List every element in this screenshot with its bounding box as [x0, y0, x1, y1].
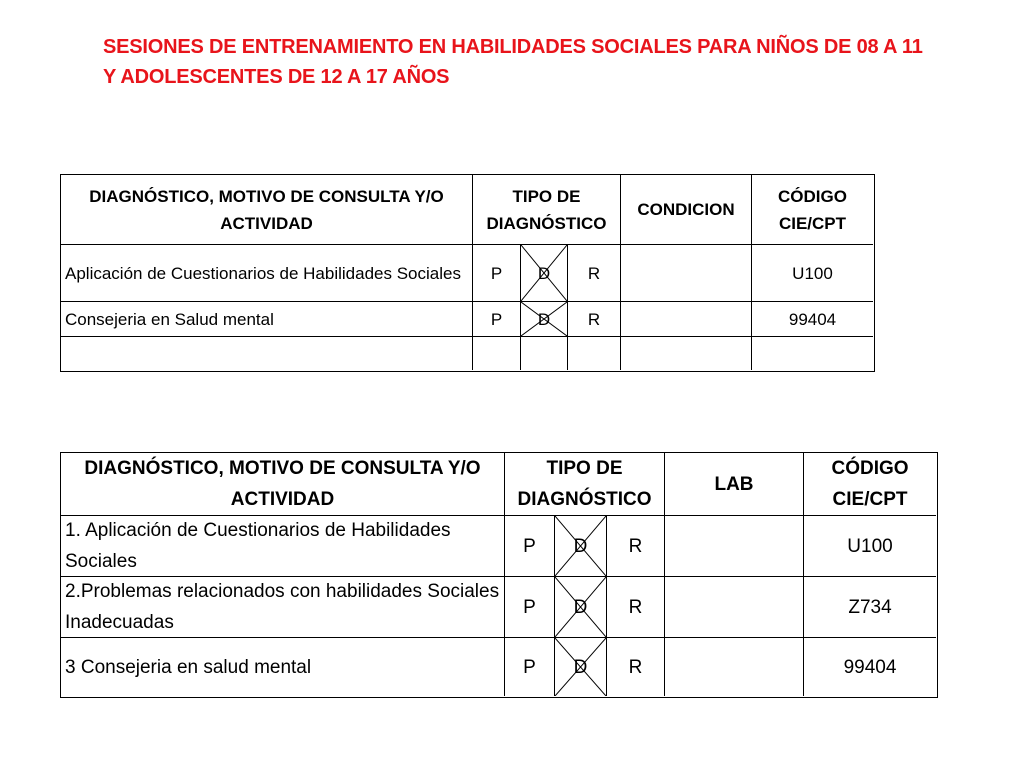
table-row-activity — [61, 337, 473, 370]
type-r: R — [568, 302, 621, 337]
type-r: R — [607, 516, 665, 577]
type-d — [521, 337, 568, 370]
table-1 — [60, 174, 875, 372]
header-diagnosis-type: TIPO DE DIAGNÓSTICO — [473, 175, 621, 245]
table-row-activity: 2.Problemas relacionados con habilidades Sociales Inadecuadas — [61, 577, 505, 638]
header-code: CÓDIGO CIE/CPT — [752, 175, 873, 245]
header-activity: DIAGNÓSTICO, MOTIVO DE CONSULTA Y/O ACTIVIDAD — [61, 453, 505, 516]
type-p: P — [505, 638, 555, 696]
type-p: P — [505, 516, 555, 577]
type-r: R — [607, 577, 665, 638]
header-lab: LAB — [665, 453, 804, 516]
header-diagnosis-type: TIPO DE DIAGNÓSTICO — [505, 453, 665, 516]
code-value — [752, 337, 873, 370]
table-row-activity: 1. Aplicación de Cuestionarios de Habilidades Sociales — [61, 516, 505, 577]
page-title: SESIONES DE ENTRENAMIENTO EN HABILIDADES SOCIALES PARA NIÑOS DE 08 A 11 Y ADOLESCENTES DE 12 A 17 AÑOS — [103, 36, 923, 88]
type-p: P — [473, 302, 521, 337]
header-code: CÓDIGO CIE/CPT — [804, 453, 936, 516]
type-d: D — [537, 263, 551, 283]
table-row-activity: 3 Consejeria en salud mental — [61, 638, 505, 696]
type-d: D — [573, 535, 588, 557]
type-r: R — [607, 638, 665, 696]
table-row-activity: Aplicación de Cuestionarios de Habilidades Sociales — [61, 245, 473, 302]
code-value: U100 — [752, 245, 873, 302]
table-row-activity: Consejeria en Salud mental — [61, 302, 473, 337]
type-d: D — [573, 596, 588, 618]
header-condition: CONDICION — [621, 175, 752, 245]
condition-value — [621, 245, 752, 302]
condition-value — [621, 302, 752, 337]
table-2 — [60, 452, 938, 698]
lab-value — [665, 516, 804, 577]
code-value: U100 — [804, 516, 936, 577]
code-value: 99404 — [752, 302, 873, 337]
type-d-crossed — [521, 245, 568, 302]
type-p — [473, 337, 521, 370]
type-r — [568, 337, 621, 370]
type-d-crossed — [555, 516, 607, 577]
type-d-crossed — [555, 577, 607, 638]
lab-value — [665, 638, 804, 696]
type-p: P — [473, 245, 521, 302]
type-d: D — [573, 656, 588, 678]
lab-value — [665, 577, 804, 638]
code-value: 99404 — [843, 656, 897, 678]
type-r: R — [568, 245, 621, 302]
header-activity: DIAGNÓSTICO, MOTIVO DE CONSULTA Y/O ACTIVIDAD — [61, 175, 473, 245]
type-p: P — [505, 577, 555, 638]
type-d: D — [537, 309, 551, 329]
type-d-crossed — [555, 638, 607, 696]
code-value: Z734 — [804, 577, 936, 638]
condition-value — [621, 337, 752, 370]
type-d-crossed — [521, 302, 568, 337]
